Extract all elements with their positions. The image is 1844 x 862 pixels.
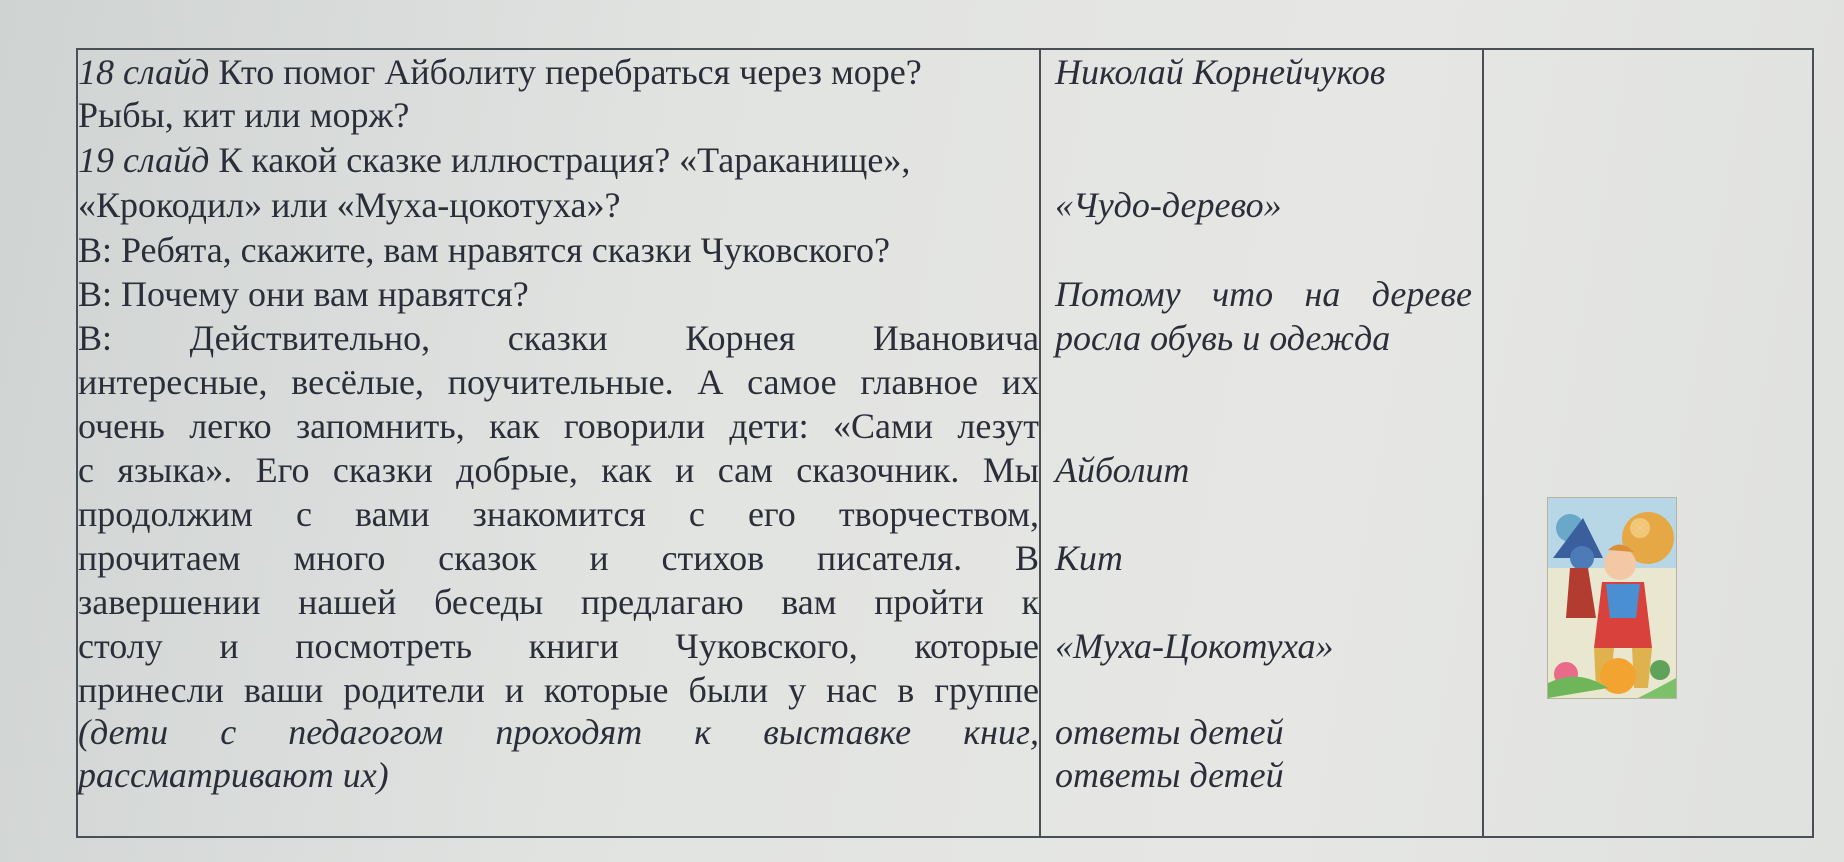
text-line: (дети с педагогом проходят к выставке книг, <box>78 712 1039 752</box>
answer-text: «Чудо-дерево» <box>1055 185 1282 225</box>
text-line: прочитаем много сказок и стихов писателя. В <box>78 538 1039 578</box>
text-line: продолжим с вами знакомится с его творчеством, <box>78 494 1039 534</box>
teacher-dialogue-column <box>78 50 1039 836</box>
answer-text: ответы детей <box>1055 755 1284 795</box>
text-line <box>78 138 1039 182</box>
answer-text: росла обувь и одежда <box>1055 318 1391 358</box>
text-line <box>78 50 1039 94</box>
text-line: столу и посмотреть книги Чуковского, которые <box>78 626 1039 666</box>
fairy-tale-illustration <box>1547 497 1677 699</box>
visuals-column <box>1484 50 1812 836</box>
children-answers-column <box>1041 50 1482 836</box>
question-text: К какой сказке иллюстрация? «Тараканище», <box>218 140 911 180</box>
slide-label: 18 слайд <box>78 52 210 92</box>
text-line: с языка». Его сказки добрые, как и сам сказочник. Мы <box>78 450 1039 490</box>
answer-text: Айболит <box>1055 450 1190 490</box>
answer-text: Потому что на дереве <box>1055 274 1472 314</box>
text-line: В: Почему они вам нравятся? <box>78 274 529 314</box>
text-line: В: Ребята, скажите, вам нравятся сказки Чуковского? <box>78 230 890 270</box>
slide-label: 19 слайд <box>78 140 210 180</box>
text-line: «Крокодил» или «Муха-цокотуха»? <box>78 185 621 225</box>
answer-text: ответы детей <box>1055 712 1284 752</box>
text-line: очень легко запомнить, как говорили дети: «Сами лезут <box>78 406 1039 446</box>
text-line: рассматривают их) <box>78 755 389 795</box>
text-line: завершении нашей беседы предлагаю вам пройти к <box>78 582 1039 622</box>
question-text: Кто помог Айболиту перебраться через море? <box>218 52 922 92</box>
text-line: принесли ваши родители и которые были у нас в группе <box>78 670 1039 710</box>
answer-text: Николай Корнейчуков <box>1055 52 1386 92</box>
text-line: интересные, весёлые, поучительные. А самое главное их <box>78 362 1039 402</box>
text-line: В: Действительно, сказки Корнея Ивановича <box>78 318 1039 358</box>
lesson-table <box>76 48 1814 838</box>
answer-text: «Муха-Цокотуха» <box>1055 626 1334 666</box>
text-line: Рыбы, кит или морж? <box>78 95 410 135</box>
answer-text: Кит <box>1055 538 1123 578</box>
